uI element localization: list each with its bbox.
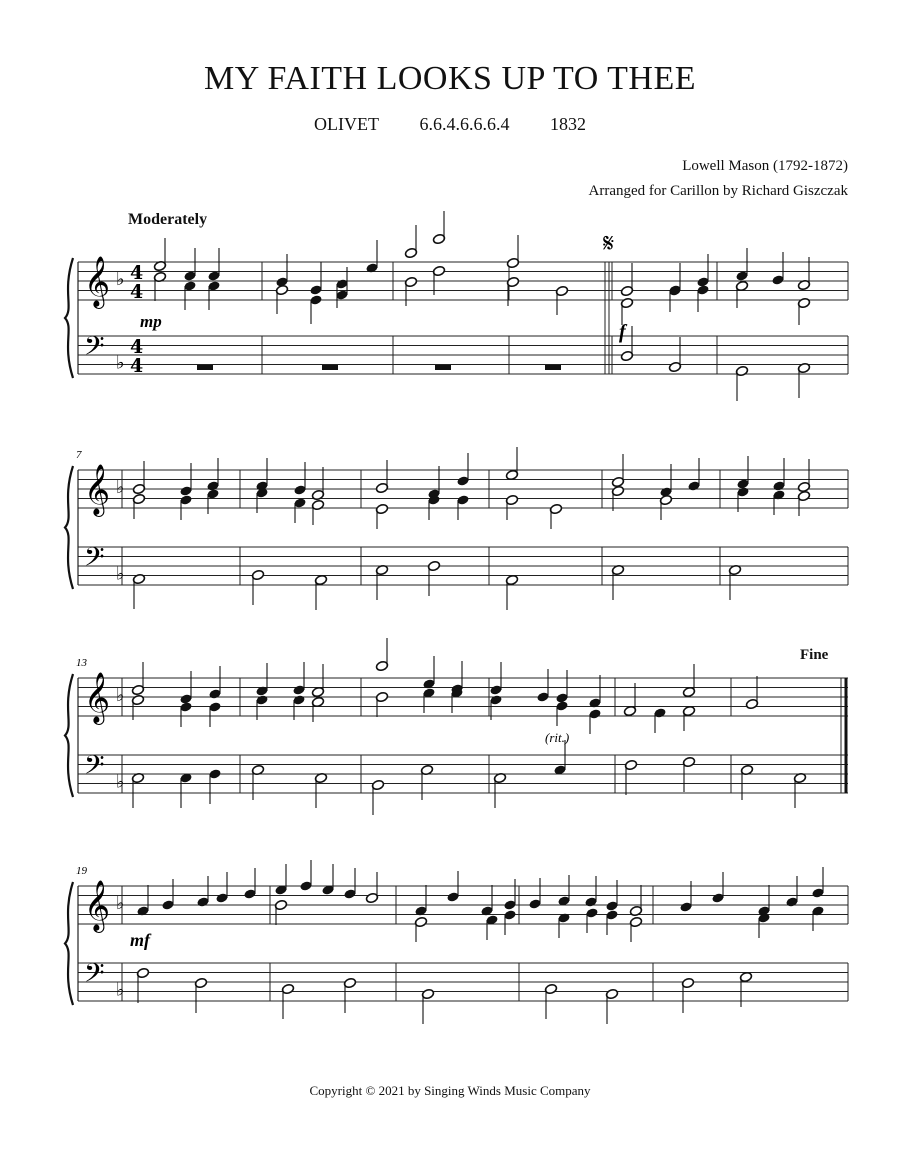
treble-clef-icon: 𝄞: [84, 256, 111, 307]
flat-icon: ♭: [116, 269, 125, 290]
time-signature-top: 4: [130, 262, 144, 284]
measure-number: 19: [76, 865, 87, 877]
flat-icon: ♭: [116, 563, 125, 585]
time-signature-top: 4: [130, 336, 144, 358]
dynamic-mark: f: [619, 321, 626, 343]
measure-number: 13: [76, 657, 87, 669]
time-signature-bottom: 4: [130, 355, 144, 377]
bass-clef-icon: 𝄢: [84, 749, 105, 787]
brace-icon: [65, 882, 73, 1005]
fine-marking: Fine: [800, 647, 829, 663]
treble-clef-icon: 𝄞: [84, 464, 111, 515]
arranger-credit: Arranged for Carillon by Richard Giszczak: [588, 183, 848, 199]
whole-rest-icon: [322, 365, 338, 370]
page-title: MY FAITH LOOKS UP TO THEE: [204, 60, 696, 97]
flat-icon: ♭: [116, 771, 125, 793]
flat-icon: ♭: [116, 685, 125, 706]
time-signature-bottom: 4: [130, 281, 144, 303]
tune-name: OLIVET: [314, 114, 379, 134]
flat-icon: ♭: [116, 352, 125, 374]
flat-icon: ♭: [116, 893, 125, 914]
bass-clef-icon: 𝄢: [84, 541, 105, 579]
dynamic-mark: mf: [130, 930, 150, 950]
composer-credit: Lowell Mason (1792-1872): [682, 158, 848, 174]
flat-icon: ♭: [116, 477, 125, 498]
meter: 6.6.4.6.6.6.4: [419, 114, 510, 134]
copyright-notice: Copyright © 2021 by Singing Winds Music Company: [309, 1083, 591, 1098]
brace-icon: [65, 466, 73, 589]
year: 1832: [549, 114, 586, 134]
measure-number: 7: [76, 449, 82, 461]
treble-clef-icon: 𝄞: [84, 672, 111, 723]
bass-clef-icon: 𝄢: [84, 957, 105, 995]
flat-icon: ♭: [116, 979, 125, 1001]
brace-icon: [65, 674, 73, 797]
rit-annotation: (rit.): [545, 730, 570, 745]
treble-clef-icon: 𝄞: [84, 880, 111, 931]
dynamic-mark: mp: [140, 312, 162, 331]
whole-rest-icon: [197, 365, 213, 370]
whole-rest-icon: [545, 365, 561, 370]
segno-icon: 𝄋: [603, 229, 615, 259]
bass-clef-icon: 𝄢: [84, 330, 105, 368]
brace-icon: [65, 258, 73, 378]
whole-rest-icon: [435, 365, 451, 370]
tempo-marking: Moderately: [128, 211, 208, 228]
